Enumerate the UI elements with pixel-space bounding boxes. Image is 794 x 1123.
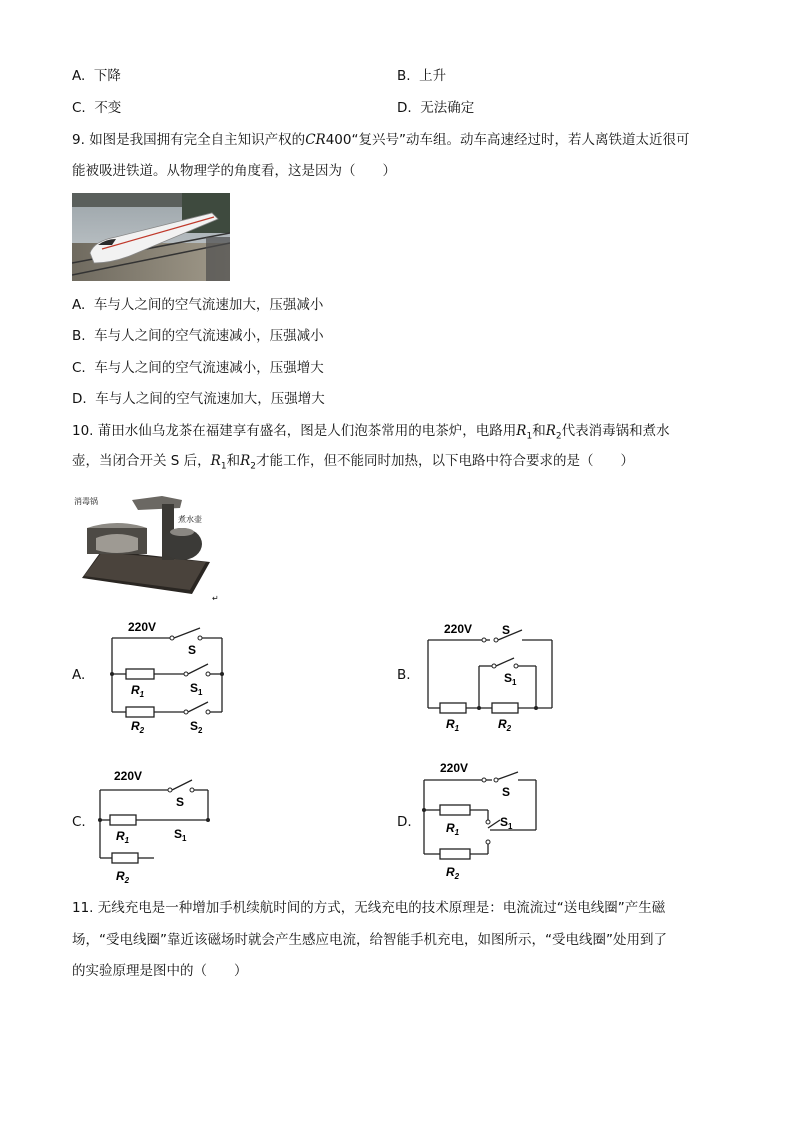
circuit-c-switch-s: S: [176, 795, 185, 809]
circuit-a: [100, 612, 240, 742]
circuit-b: [420, 612, 570, 742]
q8-option-b: B. 上升: [397, 68, 447, 84]
circuit-b-voltage: 220V: [444, 622, 473, 636]
circuit-d-voltage: 220V: [440, 761, 469, 775]
circuit-a-switch-s: S: [188, 643, 197, 657]
q9-stem-line2: 能被吸进铁道。从物理学的角度看，这是因为（ ）: [72, 163, 396, 179]
q10-option-d-label: D.: [397, 814, 412, 830]
q10-option-c-label: C.: [72, 814, 86, 830]
q8-option-a: A. 下降: [72, 68, 121, 84]
circuit-b-s1: $S_1$: [504, 671, 517, 687]
circuit-b-r1: $R_1$: [446, 717, 460, 733]
q10-option-a-label: A.: [72, 667, 86, 683]
q9-option-a: A. 车与人之间的空气流速加大，压强减小: [72, 297, 324, 313]
circuit-c-voltage: 220V: [114, 769, 143, 783]
q11-stem-line1: 11. 无线充电是一种增加手机续航时间的方式，无线充电的技术原理是：电流流过“送电线圈”产生磁: [72, 900, 666, 916]
circuit-d-switch-s: S: [502, 785, 511, 799]
circuit-c-r1: $R_1$: [116, 829, 130, 845]
circuit-a-r1: $R_1$: [131, 683, 145, 699]
q8-option-d: D. 无法确定: [397, 100, 475, 116]
photo-label-kettle: 煮水壶: [178, 515, 202, 524]
circuit-a-s1: $S_1$: [190, 681, 203, 697]
train-photo: [72, 193, 230, 281]
circuit-d-r2: $R_2$: [446, 865, 460, 881]
return-mark: ↵: [212, 594, 219, 603]
q11-stem-line3: 的实验原理是图中的（ ）: [72, 963, 248, 979]
circuit-c-r2: $R_2$: [116, 869, 130, 885]
q8-option-c: C. 不变: [72, 100, 122, 116]
q10-stem-line1: 10. 莆田水仙乌龙茶在福建享有盛名，图是人们泡茶常用的电茶炉，电路用$R_1$和$R_2$代表消毒锅和煮水: [72, 423, 670, 442]
q9-stem-line1: 9. 如图是我国拥有完全自主知识产权的CR400“复兴号”动车组。动车高速经过时，若人离铁道太近很可: [72, 132, 690, 148]
circuit-a-voltage: 220V: [128, 620, 157, 634]
q9-option-c: C. 车与人之间的空气流速减小，压强增大: [72, 360, 324, 376]
q11-stem-line2: 场，“受电线圈”靠近该磁场时就会产生感应电流，给智能手机充电，如图所示，“受电线圈”处用到了: [72, 932, 667, 948]
circuit-d-r1: $R_1$: [446, 821, 460, 837]
q10-option-b-label: B.: [397, 667, 411, 683]
circuit-b-r2: $R_2$: [498, 717, 512, 733]
circuit-c-s1: $S_1$: [174, 827, 187, 843]
circuit-b-switch-s: S: [502, 623, 511, 637]
circuit-c: [92, 756, 222, 886]
q9-option-b: B. 车与人之间的空气流速减小，压强减小: [72, 328, 324, 344]
circuit-a-s2: $S_2$: [190, 719, 203, 735]
q10-stem-line2: 壶，当闭合开关 S 后，$R_1$和$R_2$才能工作，但不能同时加热，以下电路中符合要求的是（ ）: [72, 453, 634, 472]
circuit-d-s1: $S_1$: [500, 815, 513, 831]
photo-label-sterilizer: 消毒锅: [74, 497, 98, 506]
circuit-a-r2: $R_2$: [131, 719, 145, 735]
q9-option-d: D. 车与人之间的空气流速加大，压强增大: [72, 391, 325, 407]
circuit-d: [414, 756, 544, 886]
tea-stove-photo: [72, 490, 217, 602]
